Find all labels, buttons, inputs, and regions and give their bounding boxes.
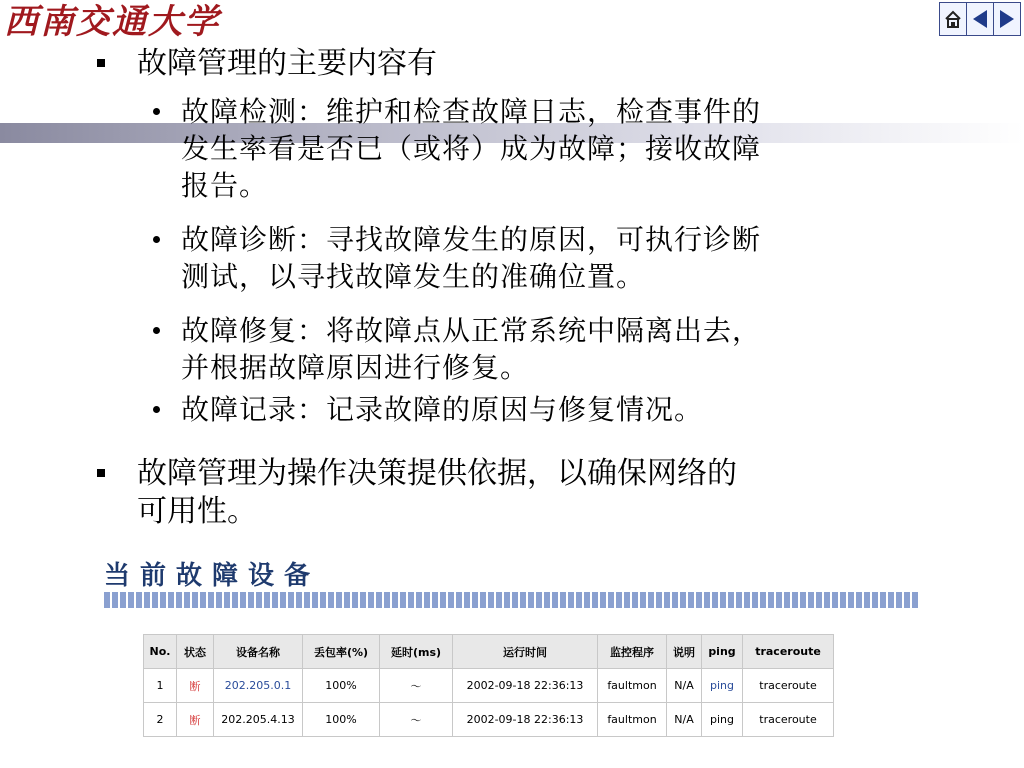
sub-item-line: 测试，以寻找故障发生的准确位置。 <box>181 260 646 293</box>
cell-uptime: 2002-09-18 22:36:13 <box>453 703 598 737</box>
col-header-note: 说明 <box>667 635 702 669</box>
bullet-text-line: 可用性。 <box>137 494 257 529</box>
home-button[interactable] <box>939 2 967 36</box>
sub-item-line: 故障修复：将故障点从正常系统中隔离出去， <box>181 314 762 347</box>
col-header-status: 状态 <box>177 635 214 669</box>
bullet-item <box>137 455 737 531</box>
bullet-text: 故障管理的主要内容有 <box>137 46 437 81</box>
cell-status: 断 <box>177 669 214 703</box>
sub-item-line: 报告。 <box>181 169 269 202</box>
table-row <box>144 703 834 737</box>
fault-device-table <box>143 634 834 737</box>
square-bullet-icon <box>97 469 105 477</box>
sub-item-line: 故障检测：维护和检查故障日志，检查事件的 <box>181 95 762 128</box>
cell-uptime: 2002-09-18 22:36:13 <box>453 669 598 703</box>
university-logo: 西南交通大学 <box>4 2 220 42</box>
next-arrow-icon <box>997 8 1017 30</box>
table-header-row <box>144 635 834 669</box>
slide-nav <box>940 2 1024 40</box>
dot-bullet-icon <box>153 406 160 413</box>
panel-stripe <box>104 592 920 608</box>
cell-ping-link[interactable]: ping <box>702 669 743 703</box>
cell-no: 2 <box>144 703 177 737</box>
cell-monitor: faultmon <box>598 669 667 703</box>
col-header-loss: 丢包率(%) <box>303 635 380 669</box>
col-header-latency: 延时(ms) <box>380 635 453 669</box>
prev-button[interactable] <box>966 2 994 36</box>
cell-note: N/A <box>667 669 702 703</box>
bullet-item <box>137 45 437 83</box>
cell-note: N/A <box>667 703 702 737</box>
cell-ping-link[interactable]: ping <box>702 703 743 737</box>
square-bullet-icon <box>97 59 105 67</box>
col-header-uptime: 运行时间 <box>453 635 598 669</box>
sub-item-line: 发生率看是否已（或将）成为故障；接收故障 <box>181 132 762 165</box>
col-header-traceroute: traceroute <box>743 635 834 669</box>
sub-item-repair <box>181 312 761 386</box>
sub-item-record <box>181 391 703 428</box>
prev-arrow-icon <box>970 8 990 30</box>
cell-traceroute-link[interactable]: traceroute <box>743 669 834 703</box>
col-header-monitor: 监控程序 <box>598 635 667 669</box>
cell-device-link[interactable]: 202.205.4.13 <box>214 703 303 737</box>
cell-device-link[interactable]: 202.205.0.1 <box>214 669 303 703</box>
bullet-text-line: 故障管理为操作决策提供依据，以确保网络的 <box>137 456 737 491</box>
table-row <box>144 669 834 703</box>
sub-item-line: 故障记录：记录故障的原因与修复情况。 <box>181 393 704 426</box>
cell-loss: 100% <box>303 703 380 737</box>
next-button[interactable] <box>993 2 1021 36</box>
cell-loss: 100% <box>303 669 380 703</box>
sub-item-line: 并根据故障原因进行修复。 <box>181 351 530 384</box>
col-header-device: 设备名称 <box>214 635 303 669</box>
home-icon <box>943 9 963 29</box>
sub-item-line: 故障诊断：寻找故障发生的原因，可执行诊断 <box>181 223 762 256</box>
cell-traceroute-link[interactable]: traceroute <box>743 703 834 737</box>
col-header-no: No. <box>144 635 177 669</box>
cell-latency: ～ <box>380 703 453 737</box>
cell-latency: ～ <box>380 669 453 703</box>
sub-item-diagnosis <box>181 221 761 295</box>
cell-monitor: faultmon <box>598 703 667 737</box>
col-header-ping: ping <box>702 635 743 669</box>
sub-item-detection <box>181 93 761 204</box>
dot-bullet-icon <box>153 108 160 115</box>
cell-no: 1 <box>144 669 177 703</box>
dot-bullet-icon <box>153 327 160 334</box>
dot-bullet-icon <box>153 236 160 243</box>
cell-status: 断 <box>177 703 214 737</box>
panel-title: 当前故障设备 <box>104 561 321 591</box>
